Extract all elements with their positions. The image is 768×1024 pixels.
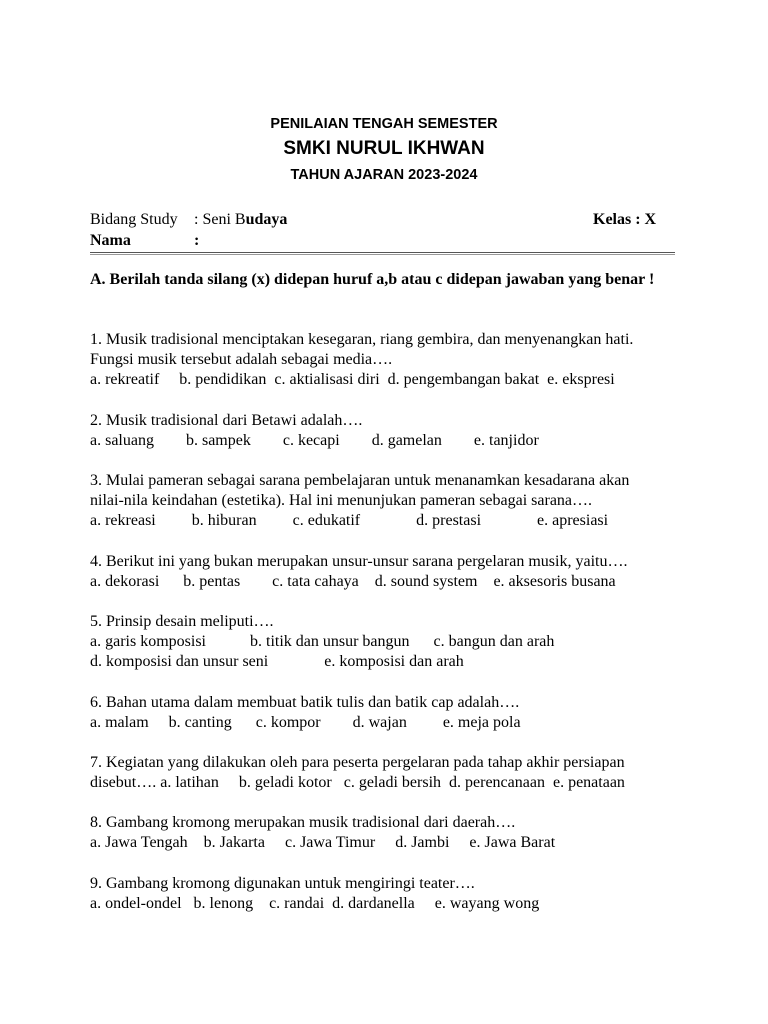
subject-value-bold: udaya — [245, 211, 288, 228]
question-options: a. malam b. canting c. kompor d. wajan e. meja pola — [90, 714, 521, 731]
question-line: nilai-nila keindahan (estetika). Hal ini menunjukan pameran sebagai sarana…. — [90, 492, 593, 509]
question-9 — [90, 874, 690, 914]
name-colon: : — [194, 232, 200, 249]
header-divider — [90, 252, 675, 253]
question-7 — [90, 753, 690, 793]
question-6 — [90, 693, 690, 733]
question-line: Fungsi musik tersebut adalah sebagai media…. — [90, 351, 393, 368]
class-field: Kelas : X — [593, 211, 657, 228]
subject-row — [90, 209, 287, 230]
name-label: Nama — [90, 232, 131, 249]
question-line: 6. Bahan utama dalam membuat batik tulis dan batik cap adalah…. — [90, 694, 520, 711]
question-2 — [90, 411, 690, 451]
question-options: a. rekreasi b. hiburan c. edukatif d. prestasi e. apresiasi — [90, 512, 609, 529]
question-options: a. garis komposisi b. titik dan unsur bangun c. bangun dan arah — [90, 633, 555, 650]
question-4 — [90, 552, 690, 592]
subject-label: Bidang Study — [90, 211, 178, 228]
question-line: 9. Gambang kromong digunakan untuk mengiringi teater…. — [90, 875, 475, 892]
name-row — [90, 230, 199, 251]
question-line: 2. Musik tradisional dari Betawi adalah…. — [90, 412, 363, 429]
question-8 — [90, 813, 690, 853]
question-line: 8. Gambang kromong merupakan musik tradisional dari daerah…. — [90, 814, 516, 831]
question-5 — [90, 612, 690, 672]
question-line: 1. Musik tradisional menciptakan kesegaran, riang gembira, dan menyenangkan hati. — [90, 331, 634, 348]
question-options: a. saluang b. sampek c. kecapi d. gamelan e. tanjidor — [90, 432, 539, 449]
subject-value-prefix: : Seni B — [194, 211, 246, 228]
question-options: a. rekreatif b. pendidikan c. aktialisasi diri d. pengembangan bakat e. ekspresi — [90, 371, 615, 388]
section-instruction: A. Berilah tanda silang (x) didepan huruf a,b atau c didepan jawaban yang benar ! — [90, 271, 655, 288]
question-options: a. ondel-ondel b. lenong c. randai d. dardanella e. wayang wong — [90, 895, 540, 912]
question-line: 5. Prinsip desain meliputi…. — [90, 613, 274, 630]
question-line: 3. Mulai pameran sebagai sarana pembelajaran untuk menanamkan kesadarana akan — [90, 472, 630, 489]
question-3 — [90, 471, 690, 531]
question-options: d. komposisi dan unsur seni e. komposisi dan arah — [90, 653, 464, 670]
question-line: 4. Berikut ini yang bukan merupakan unsur-unsur sarana pergelaran musik, yaitu…. — [90, 553, 628, 570]
question-options: disebut…. a. latihan b. geladi kotor c. geladi bersih d. perencanaan e. penataan — [90, 774, 625, 791]
question-1 — [90, 330, 690, 390]
question-options: a. dekorasi b. pentas c. tata cahaya d. sound system e. aksesoris busana — [90, 573, 616, 590]
header-divider-lower — [90, 254, 675, 255]
question-line: 7. Kegiatan yang dilakukan oleh para peserta pergelaran pada tahap akhir persiapan — [90, 754, 625, 771]
academic-year: TAHUN AJARAN 2023-2024 — [290, 167, 478, 183]
school-name: SMKI NURUL IKHWAN — [283, 138, 485, 159]
question-options: a. Jawa Tengah b. Jakarta c. Jawa Timur d. Jambi e. Jawa Barat — [90, 834, 556, 851]
exam-title: PENILAIAN TENGAH SEMESTER — [270, 116, 498, 132]
